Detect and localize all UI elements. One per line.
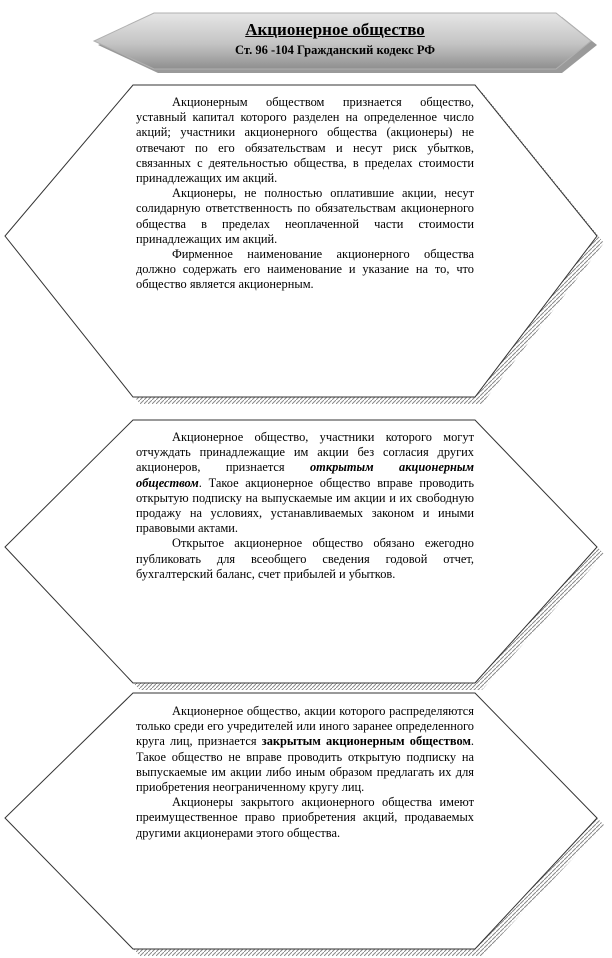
box-2-text: [136, 430, 474, 582]
box-1-paragraph-2: Акционеры, не полностью оплатившие акции, несут солидарную ответственность по обязательствам акционерного общества в пределах неоплаченной части стоимости принадлежащих им акций.: [136, 186, 474, 246]
box-2-paragraph-1: [136, 430, 474, 536]
box-2-p1-lead: Акционерное общество, участники которого могут отчуждать принадлежащие им акции без согласия других акционеров, признается: [136, 430, 474, 475]
box-2-paragraph-2: Открытое акционерное общество обязано ежегодно публиковать для всеобщего сведения годовой отчет, бухгалтерский баланс, счет прибылей и убытков.: [136, 536, 474, 581]
box-1-paragraph-3: Фирменное наименование акционерного общества должно содержать его наименование и указание на то, что общество является акционерным.: [136, 247, 474, 292]
box-3-p1-lead: Акционерное общество, акции которого распределяются только среди его учредителей или иного заранее определенного круга лиц, признается: [136, 704, 474, 749]
header-subtitle: Ст. 96 -104 Гражданский кодекс РФ: [235, 43, 435, 57]
header: [140, 20, 530, 58]
open-joint-stock-term: открытым акционерным обществом: [136, 460, 474, 490]
box-3-p1-rest: . Такое общество не вправе проводить открытую подписку на выпускаемые им акции либо иным образом предлагать их для приобретения неограниченному кругу лиц.: [136, 734, 474, 795]
header-title: Акционерное общество: [245, 20, 425, 39]
box-2-p1-rest: . Такое акционерное общество вправе проводить открытую подписку на выпускаемые им акции и их свободную продажу на условиях, устанавливаемых законом и иными правовыми актами.: [136, 475, 474, 536]
box-3-text: [136, 704, 474, 841]
closed-joint-stock-term: закрытым акционерным обществом: [261, 734, 471, 749]
box-1-paragraph-1: Акционерным обществом признается общество, уставный капитал которого разделен на определенное число акций; участники акционерного общества (акционеры) не отвечают по его обязательствам и несут риск убытков, связанных с деятельностью общества, в пределах стоимости принадлежащих им акций.: [136, 95, 474, 186]
box-3-paragraph-1: [136, 704, 474, 795]
box-3-paragraph-2: Акционеры закрытого акционерного общества имеют преимущественное право приобретения акций, продаваемых другими акционерами этого общества.: [136, 795, 474, 840]
box-1-text: [136, 95, 474, 293]
